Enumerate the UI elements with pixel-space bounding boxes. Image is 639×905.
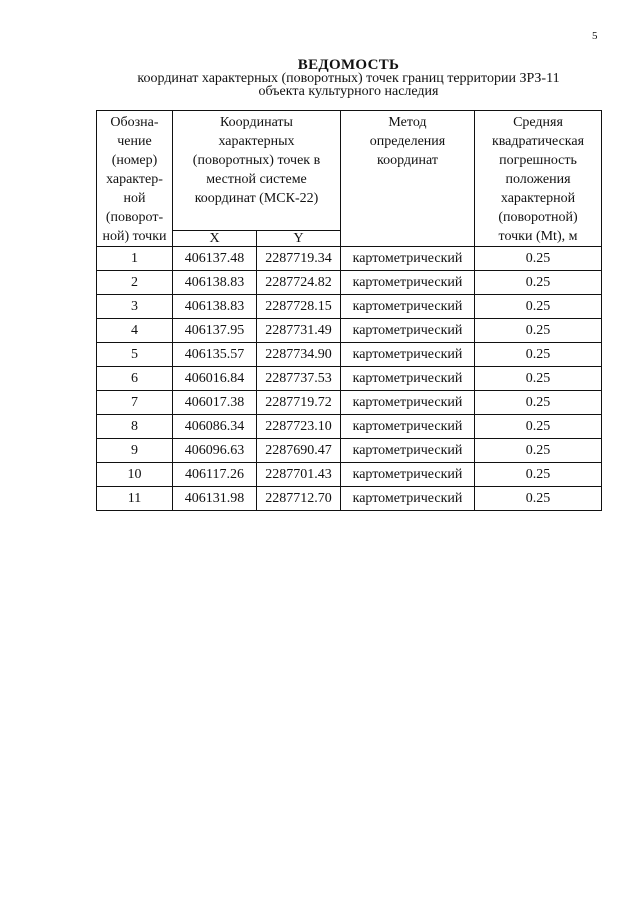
point-number-cell: 5 xyxy=(97,343,173,367)
table-row xyxy=(97,319,602,343)
method-cell: картометрический xyxy=(341,319,475,343)
point-number-cell: 1 xyxy=(97,247,173,271)
header-point xyxy=(97,111,173,247)
error-cell: 0.25 xyxy=(475,367,602,391)
error-cell: 0.25 xyxy=(475,487,602,511)
point-number-cell: 6 xyxy=(97,367,173,391)
coord-x-cell: 406096.63 xyxy=(173,439,257,463)
header-x: X xyxy=(173,231,257,247)
method-cell: картометрический xyxy=(341,391,475,415)
point-line: ной xyxy=(123,191,146,206)
coord-y-cell: 2287731.49 xyxy=(257,319,341,343)
error-cell: 0.25 xyxy=(475,319,602,343)
point-number-cell: 3 xyxy=(97,295,173,319)
coords-line: координат (МСК-22) xyxy=(194,191,319,206)
error-cell: 0.25 xyxy=(475,463,602,487)
method-cell: картометрический xyxy=(341,343,475,367)
table-row xyxy=(97,391,602,415)
method-cell: картометрический xyxy=(341,295,475,319)
point-number-cell: 2 xyxy=(97,271,173,295)
method-line: Метод xyxy=(388,115,427,130)
title-line-1: координат характерных (поворотных) точек границ территории ЗРЗ-11 xyxy=(137,71,560,86)
table-row xyxy=(97,463,602,487)
table-row xyxy=(97,247,602,271)
coord-y-cell: 2287737.53 xyxy=(257,367,341,391)
coords-line: Координаты xyxy=(220,115,293,130)
method-cell: картометрический xyxy=(341,415,475,439)
point-number-cell: 10 xyxy=(97,463,173,487)
header-point-text xyxy=(99,113,170,246)
coords-line: местной системе xyxy=(206,172,307,187)
coord-y-cell: 2287724.82 xyxy=(257,271,341,295)
title-line-2: объекта культурного наследия xyxy=(258,84,439,99)
point-line: ной) точки xyxy=(102,229,167,244)
error-line: Средняя xyxy=(513,115,563,130)
coord-x-cell: 406016.84 xyxy=(173,367,257,391)
error-line: погрешность xyxy=(499,153,577,168)
page-number: 5 xyxy=(592,30,598,42)
error-cell: 0.25 xyxy=(475,271,602,295)
method-cell: картометрический xyxy=(341,487,475,511)
table-row xyxy=(97,367,602,391)
method-cell: картометрический xyxy=(341,367,475,391)
coord-y-cell: 2287728.15 xyxy=(257,295,341,319)
method-cell: картометрический xyxy=(341,439,475,463)
title-main: ВЕДОМОСТЬ xyxy=(297,57,400,73)
table-row xyxy=(97,487,602,511)
error-cell: 0.25 xyxy=(475,295,602,319)
header-method xyxy=(341,111,475,247)
coord-x-cell: 406131.98 xyxy=(173,487,257,511)
table-row xyxy=(97,271,602,295)
point-number-cell: 9 xyxy=(97,439,173,463)
coord-y-cell: 2287701.43 xyxy=(257,463,341,487)
table-row xyxy=(97,439,602,463)
coord-y-cell: 2287712.70 xyxy=(257,487,341,511)
coord-y-cell: 2287734.90 xyxy=(257,343,341,367)
coord-x-cell: 406117.26 xyxy=(173,463,257,487)
table-row xyxy=(97,415,602,439)
point-line: (поворот- xyxy=(105,210,164,225)
error-cell: 0.25 xyxy=(475,415,602,439)
coord-x-cell: 406138.83 xyxy=(173,295,257,319)
table-body xyxy=(97,247,602,511)
error-line: квадратическая xyxy=(491,134,585,149)
coord-x-cell: 406137.48 xyxy=(173,247,257,271)
coords-line: характерных xyxy=(218,134,295,149)
method-line: координат xyxy=(377,153,438,168)
point-number-cell: 4 xyxy=(97,319,173,343)
document-title xyxy=(96,59,601,98)
error-cell: 0.25 xyxy=(475,439,602,463)
method-cell: картометрический xyxy=(341,247,475,271)
coord-y-cell: 2287690.47 xyxy=(257,439,341,463)
point-line: Обозна- xyxy=(110,115,159,130)
coord-x-cell: 406086.34 xyxy=(173,415,257,439)
error-cell: 0.25 xyxy=(475,247,602,271)
point-number-cell: 11 xyxy=(97,487,173,511)
point-number-cell: 8 xyxy=(97,415,173,439)
error-cell: 0.25 xyxy=(475,391,602,415)
table-row xyxy=(97,343,602,367)
header-method-text xyxy=(343,113,472,170)
method-line: определения xyxy=(369,134,446,149)
header-y: Y xyxy=(257,231,341,247)
header-coords xyxy=(173,111,341,231)
coord-x-cell: 406138.83 xyxy=(173,271,257,295)
header-error-text xyxy=(477,113,599,246)
method-cell: картометрический xyxy=(341,271,475,295)
header-error xyxy=(475,111,602,247)
table-row xyxy=(97,295,602,319)
coord-y-cell: 2287719.72 xyxy=(257,391,341,415)
point-line: чение xyxy=(117,134,152,149)
error-line: точки (Mt), м xyxy=(498,229,578,244)
error-cell: 0.25 xyxy=(475,343,602,367)
coords-line: (поворотных) точек в xyxy=(192,153,321,168)
coord-x-cell: 406135.57 xyxy=(173,343,257,367)
header-coords-text xyxy=(175,113,338,208)
error-line: положения xyxy=(505,172,571,187)
error-line: (поворотной) xyxy=(498,210,578,225)
point-number-cell: 7 xyxy=(97,391,173,415)
point-line: (номер) xyxy=(111,153,158,168)
point-line: характер- xyxy=(106,172,163,187)
coord-y-cell: 2287719.34 xyxy=(257,247,341,271)
error-line: характерной xyxy=(500,191,576,206)
coordinates-table xyxy=(96,110,602,511)
method-cell: картометрический xyxy=(341,463,475,487)
coord-x-cell: 406137.95 xyxy=(173,319,257,343)
coord-x-cell: 406017.38 xyxy=(173,391,257,415)
coord-y-cell: 2287723.10 xyxy=(257,415,341,439)
